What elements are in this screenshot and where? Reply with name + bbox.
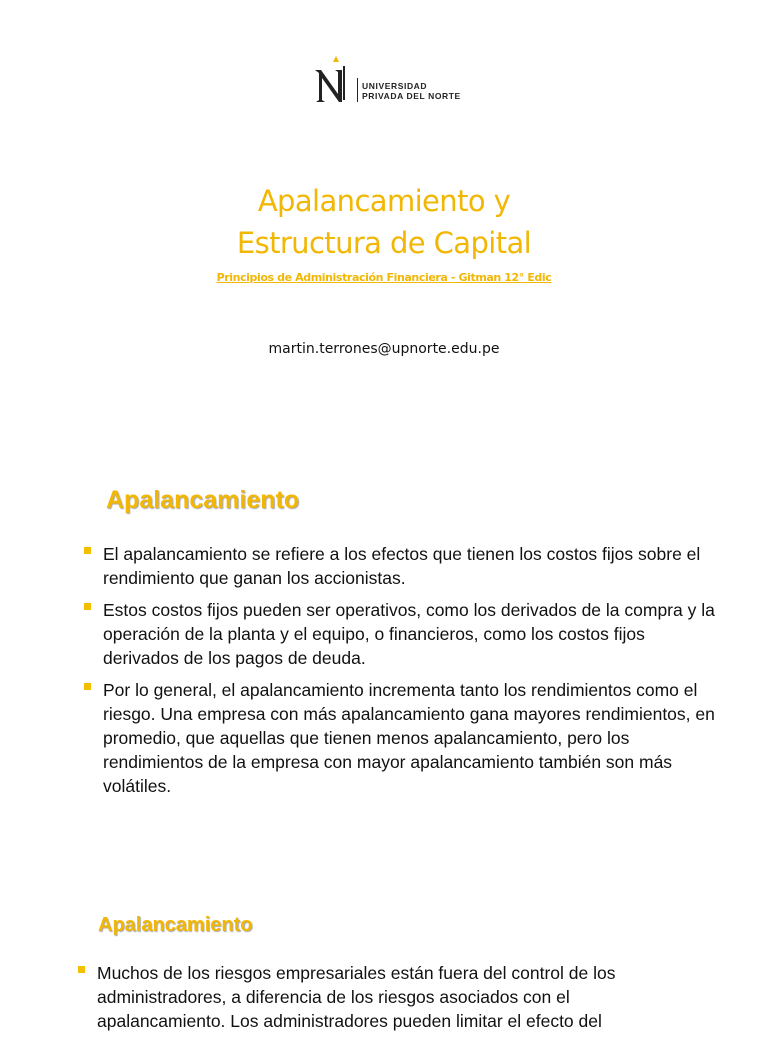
upn-logo-icon: [312, 56, 352, 104]
bullet-text: Muchos de los riesgos empresariales están fuera del control de los administradores, a diferencia de los riesgos asociados con el apalancamiento. Los administradores pueden limitar el efecto del: [97, 963, 616, 1031]
bullet-list: [84, 542, 724, 806]
bullet-square-icon: [84, 683, 91, 690]
content-slide-1: [0, 460, 768, 860]
author-email: martin.terrones@upnorte.edu.pe: [268, 341, 500, 357]
title-slide: [0, 0, 768, 440]
bullet-text: El apalancamiento se refiere a los efectos que tienen los costos fijos sobre el rendimiento que ganan los accionistas.: [103, 544, 701, 588]
slide-heading: Apalancamiento: [98, 914, 253, 936]
bullet-item: [84, 678, 724, 798]
logo-line-2: PRIVADA DEL NORTE: [362, 91, 461, 101]
bullet-square-icon: [78, 966, 85, 973]
title-line-2: Estructura de Capital: [236, 226, 532, 260]
logo-wordmark: [362, 81, 461, 101]
bullet-item: [84, 542, 724, 590]
content-slide-2: [0, 890, 768, 1031]
bullet-list: [78, 961, 678, 1041]
bullet-text: Por lo general, el apalancamiento incrementa tanto los rendimientos como el riesgo. Una empresa con más apalancamiento gana mayores rendimientos, en promedio, que aquellas que tienen menos apalancamiento, pero los rendimientos de la empresa con mayor apalancamiento también son más volátiles.: [103, 680, 715, 796]
bullet-square-icon: [84, 547, 91, 554]
university-logo: [312, 56, 482, 106]
logo-line-1: UNIVERSIDAD: [362, 81, 428, 91]
slide-subtitle[interactable]: Principios de Administración Financiera - Gitman 12° Edic: [216, 271, 552, 284]
logo-divider: [357, 78, 358, 102]
slide-heading: Apalancamiento: [106, 486, 300, 514]
bullet-item: [84, 598, 724, 670]
slide-title: [0, 180, 768, 264]
bullet-item: [78, 961, 678, 1033]
bullet-square-icon: [84, 603, 91, 610]
title-line-1: Apalancamiento y: [257, 184, 511, 218]
bullet-text: Estos costos fijos pueden ser operativos, como los derivados de la compra y la operación de la planta y el equipo, o financieros, como los costos fijos derivados de los pagos de deuda.: [103, 600, 715, 668]
